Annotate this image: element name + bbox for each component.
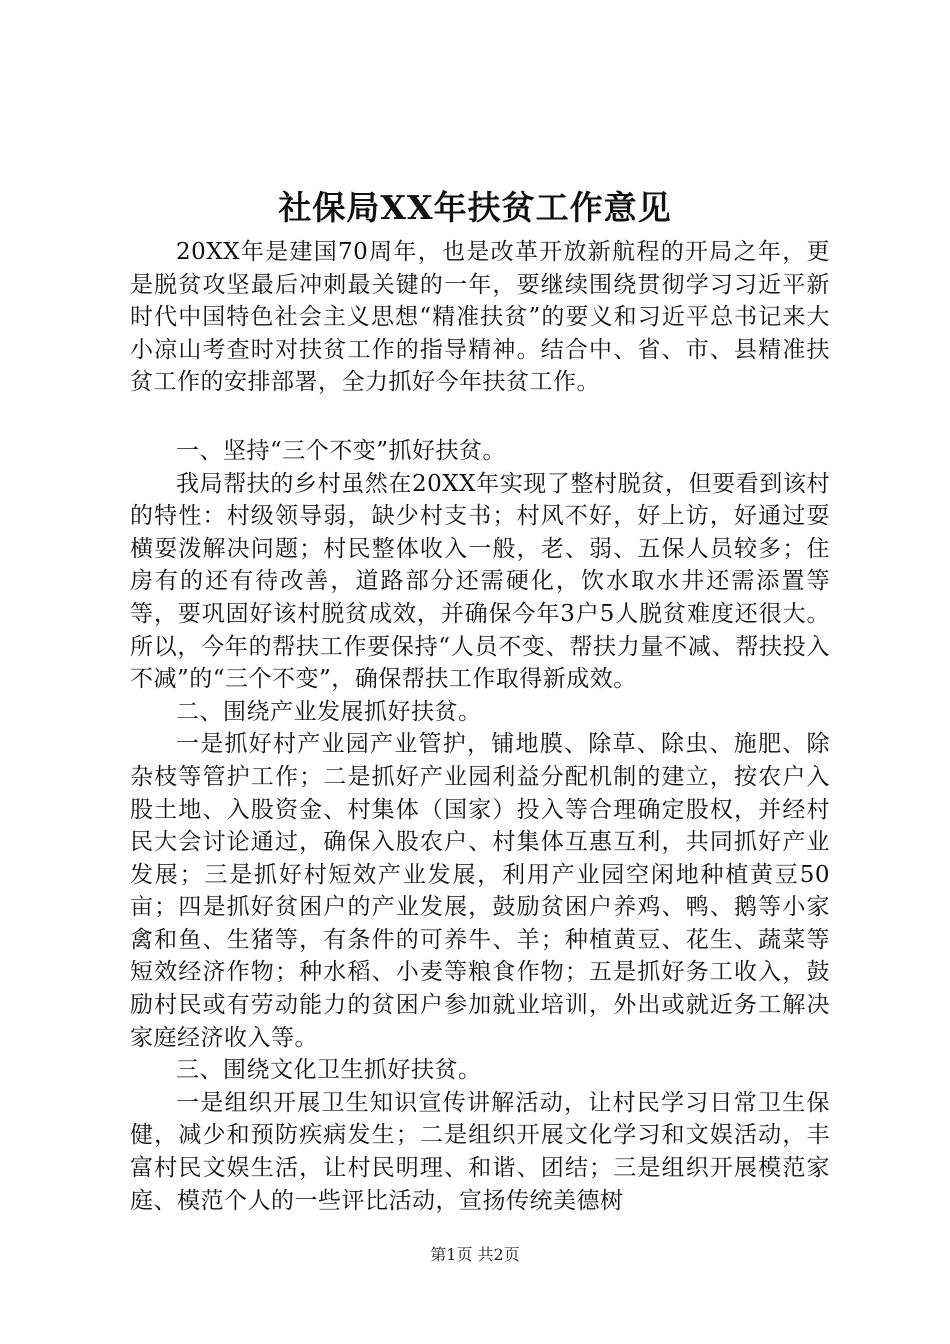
section-1-body: 我局帮扶的乡村虽然在20XX年实现了整村脱贫，但要看到该村的特性：村级领导弱，缺少村支书；村风不好，好上访，好通过耍横耍泼解决问题；村民整体收入一般，老、弱、五保人员较多；住房有的还有待改善，道路部分还需硬化，饮水取水井还需添置等等，要巩固好该村脱贫成效，并确保今年3户5人脱贫难度还很大。所以，今年的帮扶工作要保持“人员不变、帮扶力量不减、帮扶投入不减”的“三个不变”，确保帮扶工作取得新成效。 xyxy=(130,470,830,693)
section-2-heading: 二、围绕产业发展抓好扶贫。 xyxy=(176,698,482,725)
intro-paragraph: 20XX年是建国70周年，也是改革开放新航程的开局之年，更是脱贫攻坚最后冲刺最关键的一年，要继续围绕贯彻学习习近平新时代中国特色社会主义思想“精准扶贫”的要义和习近平总书记来大小凉山考查时对扶贫工作的指导精神。结合中、省、市、县精准扶贫工作的安排部署，全力抓好今年扶贫工作。 xyxy=(130,239,830,396)
section-2-body: 一是抓好村产业园产业管护，铺地膜、除草、除虫、施肥、除杂枝等管护工作；二是抓好产业园利益分配机制的建立，按农户入股土地、入股资金、村集体（国家）投入等合理确定股权，并经村民大会讨论通过，确保入股农户、村集体互惠互利，共同抓好产业发展；三是抓好村短效产业发展，利用产业园空闲地种植黄豆50亩；四是抓好贫困户的产业发展，鼓励贫困户养鸡、鸭、鹅等小家禽和鱼、生猪等，有条件的可养牛、羊；种植黄豆、花生、蔬菜等短效经济作物；种水稻、小麦等粮食作物；五是抓好务工收入，鼓励村民或有劳动能力的贫困户参加就业培训，外出或就近务工解决家庭经济收入等。 xyxy=(130,731,830,1051)
section-3-heading: 三、围绕文化卫生抓好扶贫。 xyxy=(176,1057,482,1084)
section-1-heading: 一、坚持“三个不变”抓好扶贫。 xyxy=(176,437,507,464)
document-title: 社保局XX年扶贫工作意见 xyxy=(278,188,672,227)
page-indicator: 第1页 共2页 xyxy=(430,1245,520,1264)
section-3-body: 一是组织开展卫生知识宣传讲解活动，让村民学习日常卫生保健，减少和预防疾病发生；二是组织开展文化学习和文娱活动，丰富村民文娱生活，让村民明理、和谐、团结；三是组织开展模范家庭、模范个人的一些评比活动，宣扬传统美德树 xyxy=(130,1089,830,1214)
document-body xyxy=(130,236,830,1217)
paragraph-spacer xyxy=(130,399,830,435)
